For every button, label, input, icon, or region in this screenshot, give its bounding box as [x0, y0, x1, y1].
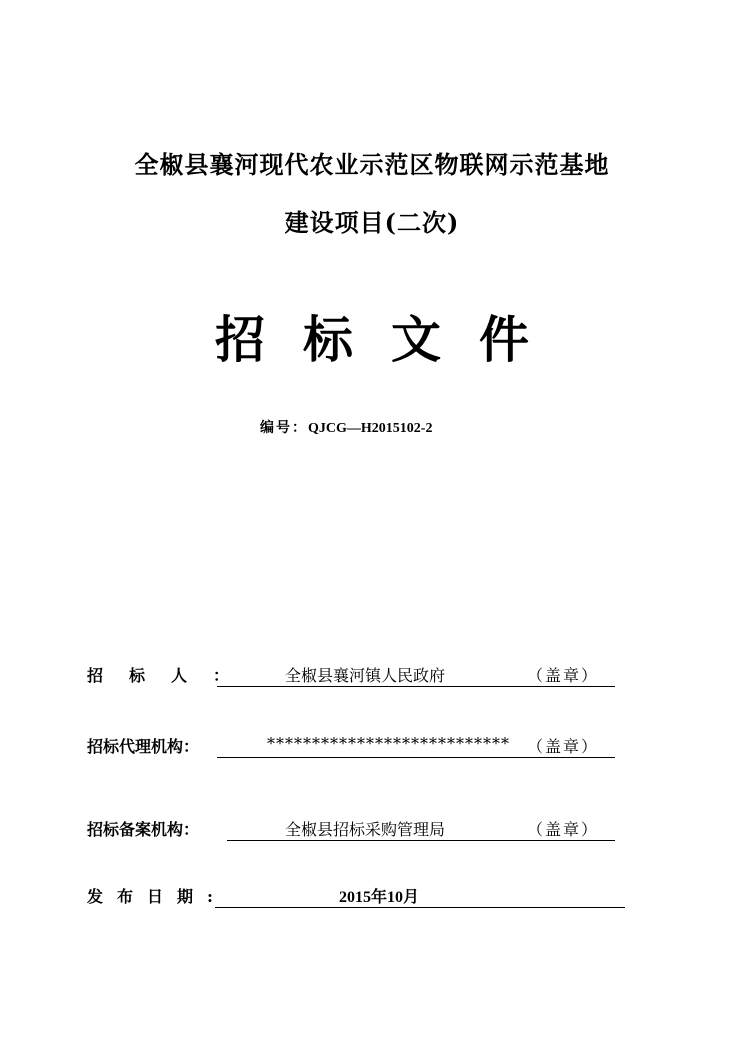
- tenderer-row: [87, 661, 627, 687]
- agency-row: [87, 732, 627, 758]
- filing-label: 招标备案机构：: [87, 820, 200, 839]
- project-title-line-2: 建设项目(二次): [284, 208, 460, 237]
- tenderer-value: 全椒县襄河镇人民政府: [285, 666, 446, 685]
- release-date-label: 发布日期:: [87, 887, 227, 906]
- agency-label: 招标代理机构：: [87, 737, 200, 756]
- document-number-value: QJCG—H2015102-2: [308, 421, 433, 436]
- filing-seal: （盖章）: [527, 820, 600, 839]
- document-number-label: 编号：: [260, 420, 308, 436]
- tenderer-label: 招标人：: [87, 666, 256, 685]
- filing-value: 全椒县招标采购管理局: [285, 820, 446, 839]
- document-type-heading: 招标文件: [215, 310, 567, 369]
- filing-row: [87, 815, 627, 841]
- release-date-row: [87, 882, 627, 908]
- document-number: [260, 417, 432, 437]
- release-date-underline: [215, 883, 625, 908]
- project-title-line-1: 全椒县襄河现代农业示范区物联网示范基地: [134, 150, 610, 179]
- release-date-value: 2015年10月: [339, 889, 420, 906]
- tenderer-seal: （盖章）: [527, 666, 600, 685]
- agency-value: ***************************: [267, 734, 510, 753]
- agency-seal: （盖章）: [527, 737, 600, 756]
